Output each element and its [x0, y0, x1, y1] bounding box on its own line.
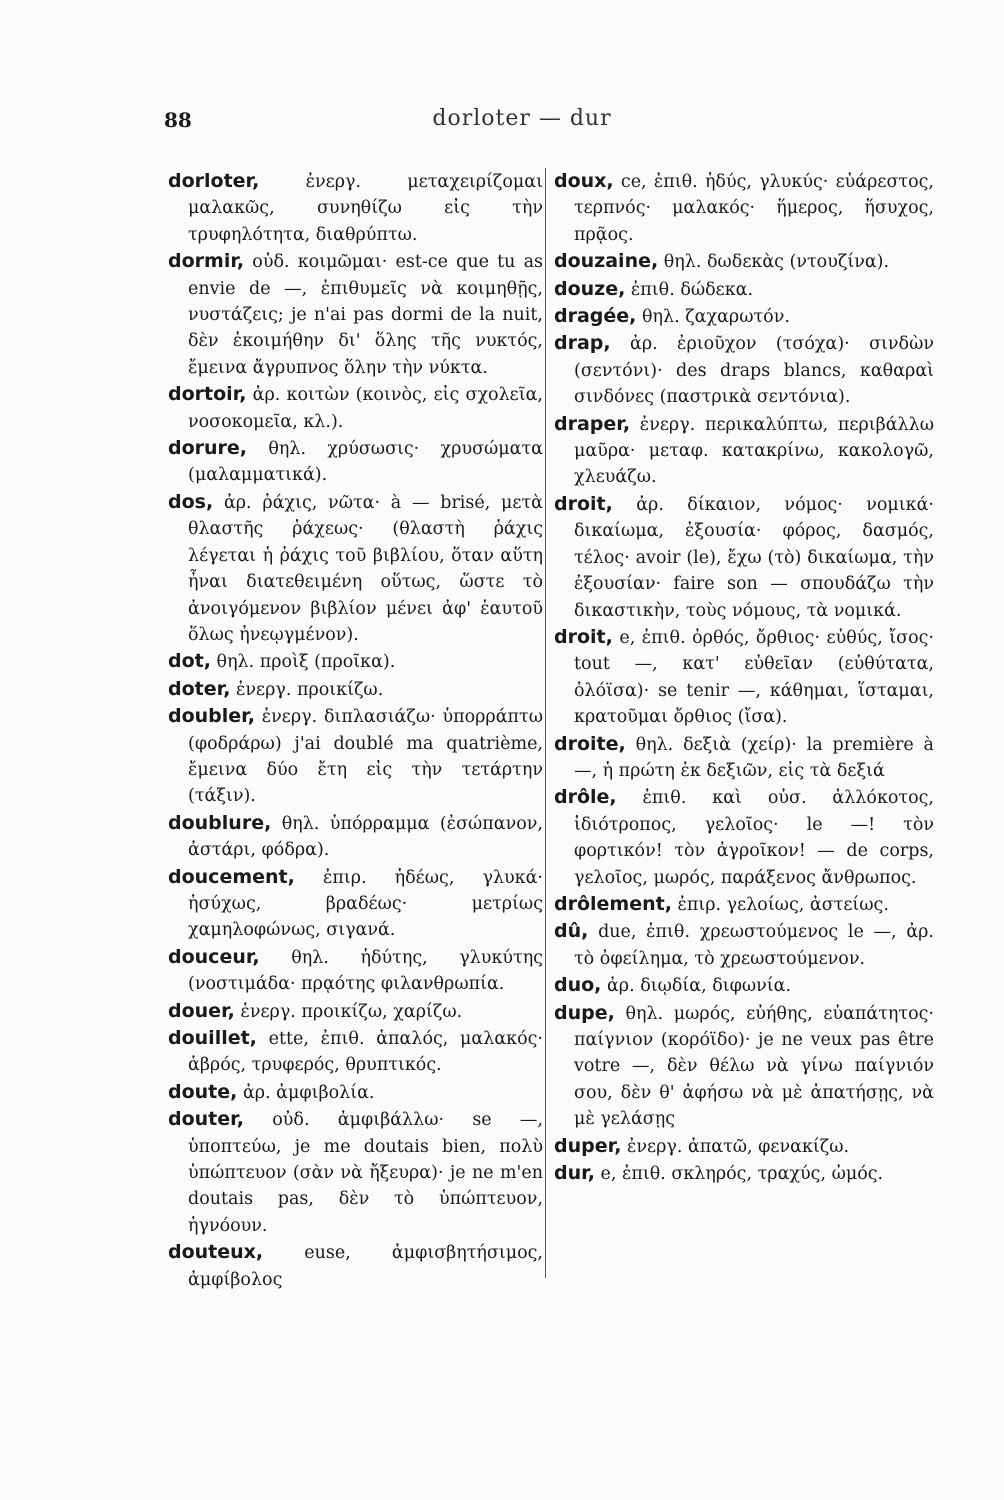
dictionary-entry	[168, 168, 543, 248]
entry-headword: douzaine,	[554, 250, 659, 273]
entry-definition: ἐνεργ. περικαλύπτω, περιβάλλω μαῦρα· μεταφ. κατακρίνω, κακολογῶ, χλευάζω.	[574, 414, 934, 488]
entry-headword: dot,	[168, 650, 211, 673]
entry-headword: doucement,	[168, 865, 295, 888]
entry-definition: ἀρ. ἐριοῦχον (τσόχα)· σινδὼν (σεντόνι)· des draps blancs, καθαραὶ σινδόνες (παστρικὰ σεντόνια).	[574, 334, 934, 408]
entry-headword: dormir,	[168, 250, 245, 273]
entry-definition: θηλ. ὑπόρραμμα (ἐσώπανον, ἀστάρι, φόδρα).	[188, 813, 543, 861]
entry-definition: ἀρ. ῥάχις, νῶτα· à — brisé, μετὰ θλαστῆς ῥάχεως· (θλαστὴ ῥάχις λέγεται ἡ ῥάχις τοῦ βιβλίου, ὅταν αὕτη ἦναι διατεθειμένη οὕτως, ὥστε τὸ ἀνοιγόμενον βιβλίον μένει ἀφ' ἑαυτοῦ ὅλως ἠνεῳγμένον).	[188, 492, 543, 645]
entry-definition: θηλ. μωρός, εὐήθης, εὐαπάτητος· παίγνιον (κορόϊδο)· je ne veux pas être votre —, δὲν θέλω νὰ γίνω παίγνιόν σου, δὲν θ' ἀφήσω νὰ μὲ ἀπατήσῃς, νὰ μὲ γελάσῃς	[574, 1003, 934, 1130]
entry-headword: douteux,	[168, 1241, 264, 1264]
dictionary-entry	[168, 1106, 543, 1239]
dictionary-entry	[554, 168, 934, 248]
entry-definition: ἐπιθ. καὶ οὐσ. ἀλλόκοτος, ἰδιότροπος, γελοῖος· le —! τὸν φορτικόν! τὸν ἀγροῖκον! — de corps, γελοῖος, μωρός, παράξενος ἄνθρωπος.	[574, 788, 934, 888]
entry-definition: ἐνεργ. ἀπατῶ, φενακίζω.	[621, 1136, 850, 1157]
entry-definition: ἀρ. δίκαιον, νόμος· νομικά· δικαίωμα, ἐξουσία· φόρος, δασμός, τέλος· avoir (le), ἔχω (τὸ) δικαίωμα, τὴν ἐξουσίαν· faire son — σπουδάζω τὴν δικαστικὴν, τοὺς νόμους, τὰ νομικά.	[574, 494, 934, 621]
entry-definition: e, ἐπιθ. ὀρθός, ὄρθιος· εὐθύς, ἴσος· tout —, κατ' εὐθεῖαν (εὐθύτατα, ὁλόϊσα)· se tenir —, κάθημαι, ἵσταμαι, κρατοῦμαι ὄρθιος (ἴσα).	[574, 627, 934, 728]
entry-definition: e, ἐπιθ. σκληρός, τραχύς, ὠμός.	[594, 1164, 884, 1185]
entry-definition: ette, ἐπιθ. ἁπαλός, μαλακός· ἁβρός, τρυφερός, θρυπτικός.	[188, 1029, 543, 1076]
dictionary-entry	[554, 303, 934, 330]
entry-headword: doute,	[168, 1080, 238, 1103]
entry-headword: duo,	[554, 974, 602, 997]
entry-definition: ἐνεργ. μεταχειρίζομαι μαλακῶς, συνηθίζω εἰς τὴν τρυφηλότητα, διαθρύπτω.	[188, 172, 543, 245]
entry-headword: dos,	[168, 490, 214, 513]
entry-headword: douer,	[168, 999, 235, 1022]
entry-headword: droit,	[554, 492, 613, 515]
dictionary-entry	[554, 784, 934, 891]
entry-headword: duper,	[554, 1134, 622, 1157]
entry-definition: ἀρ. διῳδία, διφωνία.	[601, 976, 792, 997]
entry-definition: θηλ. ἡδύτης, γλυκύτης (νοστιμάδα· πρᾳότης φιλανθρωπία.	[188, 947, 543, 995]
entry-definition: θηλ. ζαχαρωτόν.	[636, 307, 790, 328]
column-divider	[545, 168, 546, 1278]
entry-definition: ἐνεργ. διπλασιάζω· ὑπορράπτω (φοδράρω) j'ai doublé ma quatrième, ἔμεινα δύο ἔτη εἰς τὴν τετάρτην (τάξιν).	[188, 707, 543, 807]
entry-headword: droit,	[554, 625, 613, 648]
dictionary-entry	[168, 435, 543, 489]
dictionary-entry	[168, 998, 543, 1025]
entry-headword: doubler,	[168, 705, 255, 728]
dictionary-entry	[554, 330, 934, 410]
entry-definition: θηλ. προὶξ (προῖκα).	[210, 652, 396, 673]
dictionary-entry	[554, 1133, 934, 1160]
dictionary-entry	[168, 1079, 543, 1106]
entry-definition: euse, ἀμφισβητήσιμος, ἀμφίβολος	[188, 1243, 543, 1290]
dictionary-entry	[168, 248, 543, 381]
entry-headword: douter,	[168, 1108, 244, 1131]
entry-headword: doublure,	[168, 811, 272, 834]
dictionary-entry	[168, 489, 543, 648]
entry-headword: doux,	[554, 170, 614, 192]
entry-definition: ἐπιρ. γελοίως, ἀστείως.	[671, 894, 889, 915]
entry-headword: drôle,	[554, 786, 617, 809]
entry-headword: dur,	[554, 1162, 595, 1185]
dictionary-entry	[168, 1025, 543, 1079]
dictionary-entry	[554, 972, 934, 999]
dictionary-entry	[554, 1160, 934, 1187]
dictionary-entry	[168, 648, 543, 675]
entry-headword: doter,	[168, 677, 231, 700]
page-number: 88	[164, 108, 192, 132]
dictionary-entry	[168, 810, 543, 864]
dictionary-entry	[168, 864, 543, 944]
entry-definition: οὐδ. ἀμφιβάλλω· se —, ὑποπτεύω, je me doutais bien, πολὺ ὑπώπτευον (σὰν νὰ ἤξευρα)· je ne m'en doutais pas, δὲν τὸ ὑπώπτευον, ἠγνόουν.	[188, 1110, 543, 1236]
entry-headword: douillet,	[168, 1027, 257, 1049]
right-column	[554, 168, 934, 1187]
dictionary-entry	[554, 248, 934, 275]
dictionary-entry	[554, 624, 934, 731]
entry-headword: dorloter,	[168, 170, 260, 192]
dictionary-entry	[554, 276, 934, 303]
dictionary-entry	[554, 1000, 934, 1133]
entry-definition: ce, ἐπιθ. ἡδύς, γλυκύς· εὐάρεστος, τερπνός· μαλακός· ἥμερος, ἥσυχος, πρᾷος.	[574, 172, 934, 245]
dictionary-entry	[554, 731, 934, 785]
entry-headword: drap,	[554, 332, 611, 355]
entry-definition: ἐνεργ. προικίζω.	[230, 679, 384, 700]
dictionary-entry	[554, 491, 934, 624]
dictionary-entry	[168, 1239, 543, 1293]
running-head: dorloter — dur	[432, 106, 612, 131]
dictionary-entry	[168, 381, 543, 435]
entry-definition: ἐπιθ. δώδεκα.	[625, 279, 754, 300]
entry-headword: douze,	[554, 277, 626, 300]
entry-headword: dû,	[554, 920, 589, 943]
entry-headword: douceur,	[168, 945, 260, 968]
dictionary-entry	[168, 676, 543, 703]
entry-definition: ἀρ. κοιτὼν (κοινὸς, εἰς σχολεῖα, νοσοκομεῖα, κλ.).	[188, 385, 543, 432]
entry-headword: drôlement,	[554, 892, 672, 915]
entry-definition: ἐνεργ. προικίζω, χαρίζω.	[234, 1001, 463, 1022]
entry-headword: dortoir,	[168, 383, 247, 406]
entry-definition: due, ἐπιθ. χρεωστούμενος le —, ἀρ. τὸ ὀφείλημα, τὸ χρεωστούμενον.	[574, 922, 934, 969]
dictionary-entry	[554, 411, 934, 491]
entry-headword: dorure,	[168, 437, 248, 460]
entry-definition: οὐδ. κοιμῶμαι· est-ce que tu as envie de —, ἐπιθυμεῖς νὰ κοιμηθῇς, νυστάζεις; je n'ai pas dormi de la nuit, δὲν ἐκοιμήθην δι' ὅλης τῆς νυκτός, ἔμεινα ἄγρυπνος ὅλην τὴν νύκτα.	[188, 252, 543, 378]
entry-definition: θηλ. χρύσωσις· χρυσώματα (μαλαμματικά).	[188, 439, 543, 486]
entry-headword: dupe,	[554, 1001, 615, 1024]
dictionary-entry	[168, 944, 543, 998]
entry-definition: θηλ. δεξιὰ (χείρ)· la première à —, ἡ πρώτη ἐκ δεξιῶν, εἰς τὰ δεξιά	[574, 734, 934, 781]
entry-definition: θηλ. δωδεκὰς (ντουζίνα).	[658, 252, 890, 273]
entry-headword: droite,	[554, 732, 626, 755]
dictionary-entry	[554, 918, 934, 972]
entry-definition: ἀρ. ἀμφιβολία.	[237, 1082, 375, 1103]
entry-headword: draper,	[554, 412, 631, 435]
dictionary-entry	[554, 891, 934, 918]
entry-definition: ἐπιρ. ἡδέως, γλυκά· ἡσύχως, βραδέως· μετρίως χαμηλοφώνως, σιγανά.	[188, 867, 543, 941]
dictionary-entry	[168, 703, 543, 810]
entry-headword: dragée,	[554, 305, 637, 328]
left-column	[168, 168, 543, 1293]
